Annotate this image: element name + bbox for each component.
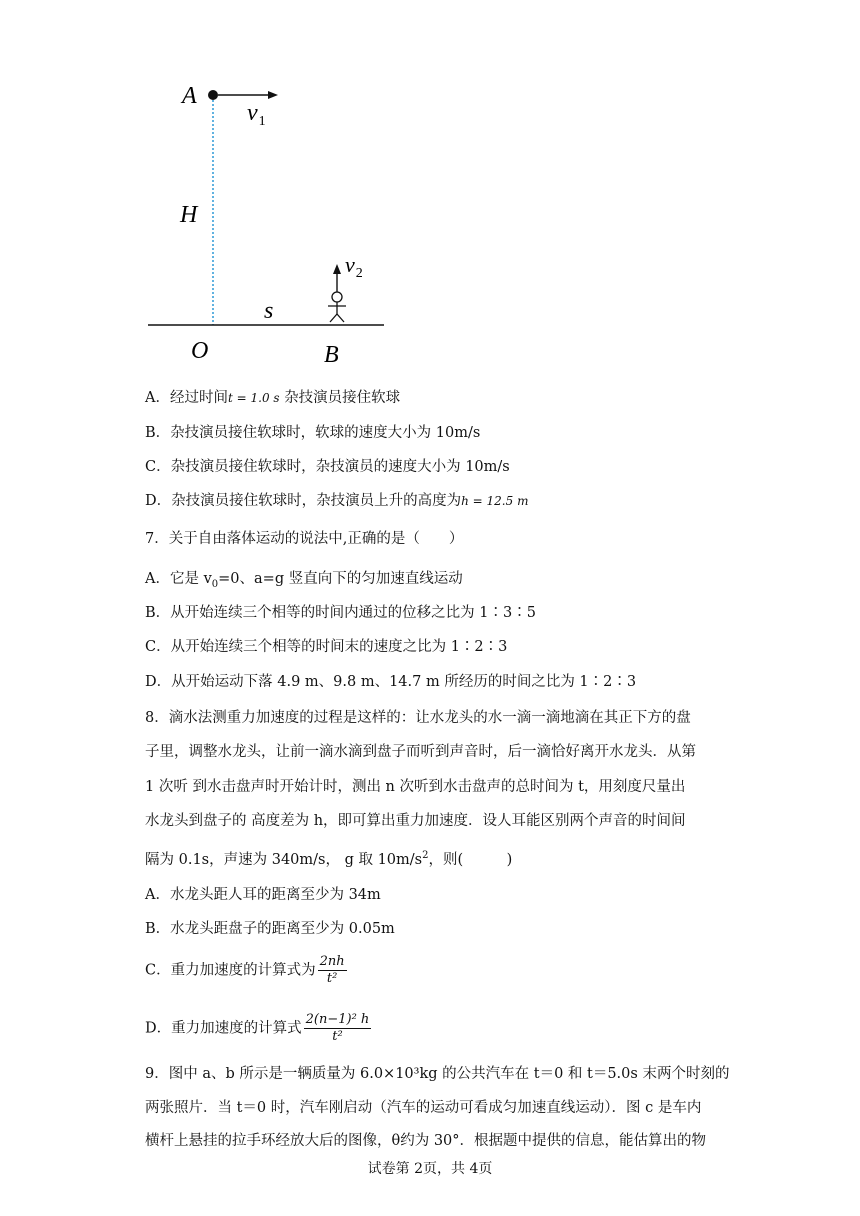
- q8-option-b: B．水龙头距盘子的距离至少为 0.05m: [145, 921, 395, 937]
- q7-option-a: A．它是 $v_0=0$、a=g 竖直向下的匀加速直线运动: [145, 571, 463, 590]
- q8-option-d: D．重力加速度的计算式 $\frac{\text{2(n−1)² h}}{\text{t²}}$: [145, 1012, 370, 1044]
- v2-arrowhead: [333, 264, 341, 274]
- label-a: A: [182, 83, 197, 109]
- q9-stem-line-3: 横杆上悬挂的拉手环经放大后的图像，θ约为 30°．根据题中提供的信息，能估算出的物: [145, 1133, 707, 1149]
- q8-stem-line-2: 子里，调整水龙头，让前一滴水滴到盘子而听到声音时，后一滴恰好离开水龙头．从第: [145, 744, 696, 760]
- q6-option-d: D．杂技演员接住软球时，杂技演员上升的高度为h = 12.5 m: [145, 493, 529, 509]
- q6-option-a: A．经过时间t = 1.0 s 杂技演员接住软球: [145, 390, 401, 406]
- label-v1: $v_1$: [247, 100, 266, 129]
- q8-stem-line-3: 1 次听 到水击盘声时开始计时，测出 n 次听到水击盘声的总时间为 t，用刻度尺量出: [145, 779, 686, 795]
- q8-option-c: C．重力加速度的计算式为 $\frac{2nh}{\text{t²}}$: [145, 954, 345, 986]
- label-b: B: [324, 342, 339, 368]
- projectile-figure: [140, 70, 400, 375]
- q7-option-b: B．从开始连续三个相等的时间内通过的位移之比为 1∶3∶5: [145, 605, 536, 621]
- q8-option-a: A．水龙头距人耳的距离至少为 34m: [145, 887, 381, 903]
- q7-option-c: C．从开始连续三个相等的时间末的速度之比为 1∶2∶3: [145, 639, 508, 655]
- q7-option-d: D．从开始运动下落 4.9 m、9.8 m、14.7 m 所经历的时间之比为 1∶2∶3: [145, 674, 637, 690]
- q8-stem-line-4: 水龙头到盘子的 高度差为 h，即可算出重力加速度．设人耳能区别两个声音的时间间: [145, 813, 686, 829]
- q6-option-b: B．杂技演员接住软球时，软球的速度大小为 10m/s: [145, 425, 481, 441]
- label-v2: $v_2$: [345, 252, 363, 281]
- q9-stem-line-2: 两张照片．当 t＝0 时，汽车刚启动（汽车的运动可看成匀加速直线运动）．图 c 是车内: [145, 1100, 702, 1116]
- q6-option-c: C．杂技演员接住软球时，杂技演员的速度大小为 10m/s: [145, 459, 510, 475]
- q9-stem-line-1: 9．图中 a、b 所示是一辆质量为 6.0×10³kg 的公共汽车在 t＝0 和 t＝5.0s 末两个时刻的: [145, 1066, 730, 1082]
- label-s: s: [264, 298, 274, 324]
- q8-c-formula: $\frac{2nh}{\text{t²}}$: [319, 954, 345, 986]
- label-o: O: [191, 338, 209, 364]
- page-footer: 试卷第 2页，共 4页: [367, 1161, 493, 1177]
- q8-stem-line-5: 隔为 0.1s，声速为 340m/s， g 取 $10m/s^2$，则( ): [145, 850, 513, 868]
- q8-d-formula: $\frac{\text{2(n−1)² h}}{\text{t²}}$: [305, 1012, 370, 1044]
- point-a-dot: [208, 90, 218, 100]
- v1-arrowhead: [268, 91, 278, 99]
- q8-stem-line-1: 8．滴水法测重力加速度的过程是这样的：让水龙头的水一滴一滴地滴在其正下方的盘: [145, 710, 691, 726]
- label-h: H: [180, 202, 198, 228]
- acrobat-icon: [328, 292, 346, 322]
- q7-stem: 7．关于自由落体运动的说法中,正确的是（ ）: [145, 531, 464, 547]
